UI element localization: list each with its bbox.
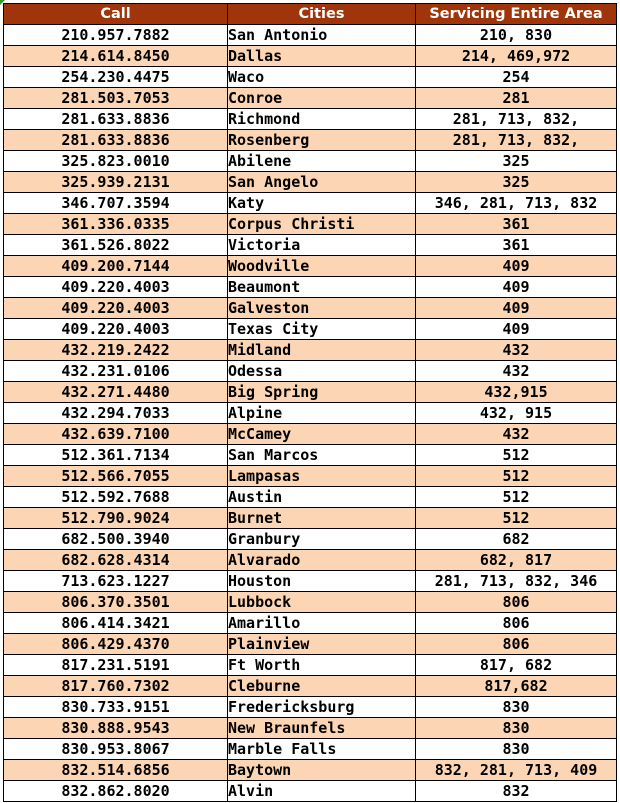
table-row	[4, 760, 617, 781]
area-cell[interactable]: 817,682	[416, 676, 617, 697]
service-area-table	[3, 3, 617, 802]
call-cell[interactable]: 832.862.8020	[4, 781, 228, 802]
call-cell[interactable]: 682.500.3940	[4, 529, 228, 550]
table-row	[4, 676, 617, 697]
area-cell[interactable]: 512	[416, 445, 617, 466]
table-row	[4, 172, 617, 193]
area-cell[interactable]: 432	[416, 340, 617, 361]
call-cell[interactable]: 512.592.7688	[4, 487, 228, 508]
table-row	[4, 298, 617, 319]
call-cell[interactable]: 409.220.4003	[4, 298, 228, 319]
table-row	[4, 46, 617, 67]
city-cell[interactable]: Alpine	[228, 403, 416, 424]
city-cell[interactable]: Houston	[228, 571, 416, 592]
call-cell[interactable]: 682.628.4314	[4, 550, 228, 571]
call-cell[interactable]: 281.503.7053	[4, 88, 228, 109]
call-cell[interactable]: 432.639.7100	[4, 424, 228, 445]
header-row	[4, 4, 617, 25]
city-cell[interactable]: Texas City	[228, 319, 416, 340]
call-cell[interactable]: 254.230.4475	[4, 67, 228, 88]
header-call[interactable]: Call	[4, 4, 228, 25]
area-cell[interactable]: 409	[416, 319, 617, 340]
table-row	[4, 151, 617, 172]
city-cell[interactable]: Baytown	[228, 760, 416, 781]
area-cell[interactable]: 281, 713, 832,	[416, 130, 617, 151]
city-cell[interactable]: Midland	[228, 340, 416, 361]
table-row	[4, 109, 617, 130]
area-cell[interactable]: 346, 281, 713, 832	[416, 193, 617, 214]
city-cell[interactable]: Conroe	[228, 88, 416, 109]
city-cell[interactable]: Fredericksburg	[228, 697, 416, 718]
call-cell[interactable]: 713.623.1227	[4, 571, 228, 592]
call-cell[interactable]: 806.429.4370	[4, 634, 228, 655]
city-cell[interactable]: Austin	[228, 487, 416, 508]
city-cell[interactable]: Marble Falls	[228, 739, 416, 760]
call-cell[interactable]: 432.294.7033	[4, 403, 228, 424]
area-cell[interactable]: 361	[416, 235, 617, 256]
table-row	[4, 613, 617, 634]
call-cell[interactable]: 817.231.5191	[4, 655, 228, 676]
area-cell[interactable]: 409	[416, 256, 617, 277]
city-cell[interactable]: Lubbock	[228, 592, 416, 613]
call-cell[interactable]: 409.220.4003	[4, 319, 228, 340]
area-cell[interactable]: 281, 713, 832, 346	[416, 571, 617, 592]
area-cell[interactable]: 806	[416, 613, 617, 634]
city-cell[interactable]: Plainview	[228, 634, 416, 655]
call-cell[interactable]: 817.760.7302	[4, 676, 228, 697]
area-cell[interactable]: 432,915	[416, 382, 617, 403]
table-row	[4, 718, 617, 739]
call-cell[interactable]: 432.231.0106	[4, 361, 228, 382]
area-cell[interactable]: 432, 915	[416, 403, 617, 424]
call-cell[interactable]: 281.633.8836	[4, 109, 228, 130]
call-cell[interactable]: 512.566.7055	[4, 466, 228, 487]
area-cell[interactable]: 254	[416, 67, 617, 88]
city-cell[interactable]: San Marcos	[228, 445, 416, 466]
table-row	[4, 214, 617, 235]
call-cell[interactable]: 432.219.2422	[4, 340, 228, 361]
area-cell[interactable]: 817, 682	[416, 655, 617, 676]
table-body	[4, 25, 617, 802]
call-cell[interactable]: 432.271.4480	[4, 382, 228, 403]
table-row	[4, 655, 617, 676]
area-cell[interactable]: 432	[416, 361, 617, 382]
call-cell[interactable]: 409.220.4003	[4, 277, 228, 298]
area-cell[interactable]: 214, 469,972	[416, 46, 617, 67]
header-cities[interactable]: Cities	[228, 4, 416, 25]
area-cell[interactable]: 512	[416, 466, 617, 487]
table-row	[4, 319, 617, 340]
city-cell[interactable]: Burnet	[228, 508, 416, 529]
table-row	[4, 193, 617, 214]
city-cell[interactable]: Richmond	[228, 109, 416, 130]
area-cell[interactable]: 682	[416, 529, 617, 550]
area-cell[interactable]: 325	[416, 151, 617, 172]
area-cell[interactable]: 682, 817	[416, 550, 617, 571]
call-cell[interactable]: 806.370.3501	[4, 592, 228, 613]
area-cell[interactable]: 806	[416, 634, 617, 655]
table-row	[4, 340, 617, 361]
city-cell[interactable]: Odessa	[228, 361, 416, 382]
header-servicing-area[interactable]: Servicing Entire Area	[416, 4, 617, 25]
area-cell[interactable]: 281, 713, 832,	[416, 109, 617, 130]
city-cell[interactable]: Woodville	[228, 256, 416, 277]
city-cell[interactable]: Alvin	[228, 781, 416, 802]
city-cell[interactable]: Dallas	[228, 46, 416, 67]
table-row	[4, 466, 617, 487]
table-row	[4, 445, 617, 466]
table-row	[4, 697, 617, 718]
table-row	[4, 529, 617, 550]
city-cell[interactable]: New Braunfels	[228, 718, 416, 739]
city-cell[interactable]: San Antonio	[228, 25, 416, 46]
city-cell[interactable]: Abilene	[228, 151, 416, 172]
city-cell[interactable]: McCamey	[228, 424, 416, 445]
call-cell[interactable]: 210.957.7882	[4, 25, 228, 46]
table-row	[4, 592, 617, 613]
city-cell[interactable]: Big Spring	[228, 382, 416, 403]
city-cell[interactable]: San Angelo	[228, 172, 416, 193]
table-row	[4, 550, 617, 571]
call-cell[interactable]: 512.790.9024	[4, 508, 228, 529]
area-cell[interactable]: 361	[416, 214, 617, 235]
table-row	[4, 67, 617, 88]
area-cell[interactable]: 210, 830	[416, 25, 617, 46]
call-cell[interactable]: 830.888.9543	[4, 718, 228, 739]
call-cell[interactable]: 325.939.2131	[4, 172, 228, 193]
area-cell[interactable]: 832, 281, 713, 409	[416, 760, 617, 781]
city-cell[interactable]: Amarillo	[228, 613, 416, 634]
table-row	[4, 508, 617, 529]
call-cell[interactable]: 409.200.7144	[4, 256, 228, 277]
call-cell[interactable]: 346.707.3594	[4, 193, 228, 214]
city-cell[interactable]: Waco	[228, 67, 416, 88]
table-row	[4, 781, 617, 802]
call-cell[interactable]: 281.633.8836	[4, 130, 228, 151]
table-row	[4, 382, 617, 403]
area-cell[interactable]: 830	[416, 718, 617, 739]
area-cell[interactable]: 409	[416, 298, 617, 319]
city-cell[interactable]: Granbury	[228, 529, 416, 550]
city-cell[interactable]: Alvarado	[228, 550, 416, 571]
city-cell[interactable]: Galveston	[228, 298, 416, 319]
city-cell[interactable]: Rosenberg	[228, 130, 416, 151]
area-cell[interactable]: 432	[416, 424, 617, 445]
table-row	[4, 25, 617, 46]
city-cell[interactable]: Ft Worth	[228, 655, 416, 676]
table-row	[4, 88, 617, 109]
city-cell[interactable]: Cleburne	[228, 676, 416, 697]
table-row	[4, 403, 617, 424]
area-cell[interactable]: 512	[416, 508, 617, 529]
area-cell[interactable]: 281	[416, 88, 617, 109]
table-row	[4, 361, 617, 382]
table-row	[4, 256, 617, 277]
area-cell[interactable]: 830	[416, 739, 617, 760]
call-cell[interactable]: 830.953.8067	[4, 739, 228, 760]
table-row	[4, 277, 617, 298]
area-cell[interactable]: 325	[416, 172, 617, 193]
call-cell[interactable]: 214.614.8450	[4, 46, 228, 67]
city-cell[interactable]: Katy	[228, 193, 416, 214]
table-row	[4, 634, 617, 655]
city-cell[interactable]: Beaumont	[228, 277, 416, 298]
table-row	[4, 235, 617, 256]
call-cell[interactable]: 830.733.9151	[4, 697, 228, 718]
area-cell[interactable]: 512	[416, 487, 617, 508]
table-row	[4, 571, 617, 592]
table-row	[4, 739, 617, 760]
call-cell[interactable]: 361.526.8022	[4, 235, 228, 256]
call-cell[interactable]: 832.514.6856	[4, 760, 228, 781]
city-cell[interactable]: Corpus Christi	[228, 214, 416, 235]
call-cell[interactable]: 806.414.3421	[4, 613, 228, 634]
table-row	[4, 130, 617, 151]
city-cell[interactable]: Lampasas	[228, 466, 416, 487]
call-cell[interactable]: 361.336.0335	[4, 214, 228, 235]
area-cell[interactable]: 830	[416, 697, 617, 718]
area-cell[interactable]: 832	[416, 781, 617, 802]
area-cell[interactable]: 409	[416, 277, 617, 298]
call-cell[interactable]: 512.361.7134	[4, 445, 228, 466]
call-cell[interactable]: 325.823.0010	[4, 151, 228, 172]
city-cell[interactable]: Victoria	[228, 235, 416, 256]
table-row	[4, 424, 617, 445]
area-cell[interactable]: 806	[416, 592, 617, 613]
table-row	[4, 487, 617, 508]
